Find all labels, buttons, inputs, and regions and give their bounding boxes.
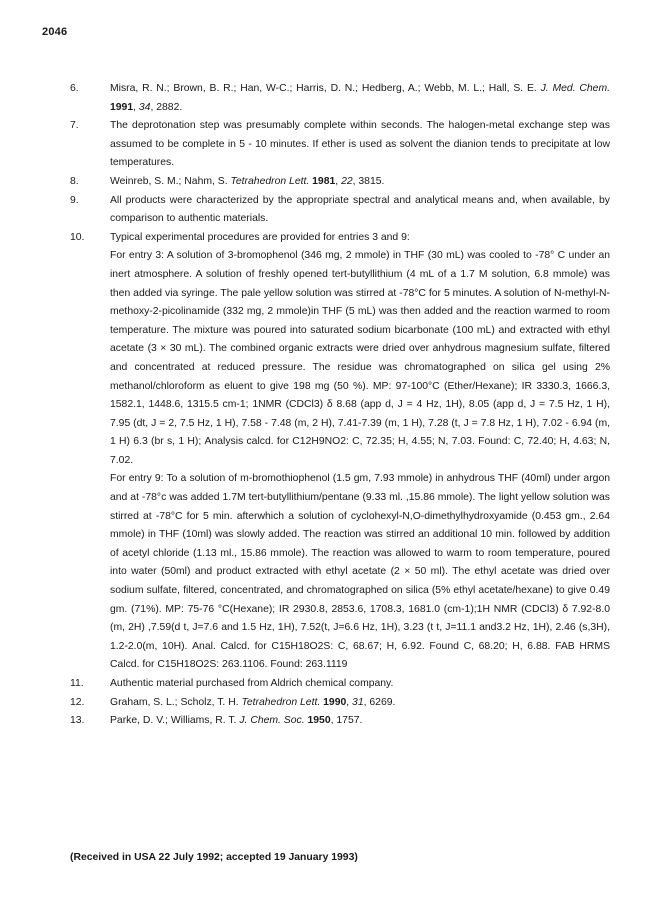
reference-number: 10. — [70, 231, 85, 243]
reference-9 — [70, 192, 610, 229]
reference-text: The deprotonation step was presumably complete within seconds. The halogen-metal exchange step was assumed to be complete in 5 - 10 minutes. If ether is used as solvent the dianion tends to precipitate at low temperatures. — [110, 120, 610, 169]
reference-authors: Parke, D. V.; Williams, R. T. — [110, 715, 237, 727]
reference-7 — [70, 117, 610, 173]
reference-pages: , 3815. — [352, 175, 385, 187]
reference-citation: Misra, R. N.; Brown, B. R.; Han, W-C.; Harris, D. N.; Hedberg, A.; Webb, M. L.; Hall, S. E. J. Med. Chem. 1991, 34, 2882. — [110, 83, 611, 113]
reference-journal: J. Med. Chem. — [540, 83, 611, 94]
reference-journal: Tetrahedron Lett. — [241, 696, 321, 708]
received-note: (Received in USA 22 July 1992; accepted 19 January 1993) — [70, 852, 358, 863]
reference-year: 1981 — [312, 175, 336, 187]
reference-13 — [70, 712, 610, 731]
reference-number: 13. — [70, 715, 85, 727]
experimental-entry-9: For entry 9: To a solution of m-bromothiophenol (1.5 gm, 7.93 mmole) in anhydrous THF (40ml) under argon and at -78°c was added 1.7M tert-butyllithium/pentane (9.33 ml. ,15.86 mmole). The light yellow solution was stirred at -78°C for 5 min. afterwhich a solution of cyclohexyl-N,O-dimethylhydroxyamide (0.453 gm., 2.64 mmole) in THF (10ml) was slowly added. The reaction was stirred an additional 10 min. followed by addition of acetyl chloride (1.13 ml., 15.86 mmole). The reaction was allowed to warm to room temperature, poured into water (50ml) and product extracted with ethyl acetate (2 × 50 ml). The ethyl acetate was dried over sodium sulfate, filtered, concentrated, and chromatographed on silica (5% ethyl acetate/hexane) to give 0.49 gm. (71%). MP: 75-76 °C(Hexane); IR 2930.8, 2853.6, 1708.3, 1681.0 (cm-1);1H NMR (CDCl3) δ 7.92-8.0 (m, 2H) ,7.59(d t, J=7.6 and 1.5 Hz, 1H), 7.52(t, J=6.6 Hz, 1H), 3.23 (t t, J=11.1 and3.2 Hz, 1H), 2.46 (s,3H), 1.2-2.0(m, 10H). Anal. Calcd. for C15H18O2S: C, 68.67; H, 6.92. Found C, 68.20; H, 6.88. FAB HRMS Calcd. for C15H18O2S: 263.1106. Found: 263.1119 — [110, 473, 610, 671]
reference-list — [70, 80, 610, 731]
experimental-entry-3: For entry 3: A solution of 3-bromophenol (346 mg, 2 mmole) in THF (30 mL) was cooled to -78° C under an inert atmosphere. A solution of freshly opened tert-butyllithium (4 mL of a 1.7 M solution, 6.8 mmole) was then added via syringe. The pale yellow solution was stirred at -78°C for 5 minutes. A solution of N-methyl-N-methoxy-2-picolinamide (332 mg, 2 mmole)in THF (5 mL) was then added and the reaction warmed to room temperature. The mixture was poured into saturated sodium bicarbonate (100 mL) and extracted with ethyl acetate (3 × 30 mL). The combined organic extracts were dried over anhydrous magnesium sulfate, filtered and concentrated at reduced pressure. The residue was chromatographed on silica gel using 2% methanol/chloroform as eluent to give 198 mg (50 %). MP: 97-100°C (Ether/Hexane); IR 3330.3, 1666.3, 1582.1, 1448.6, 1315.5 cm-1; 1NMR (CDCl3) δ 8.68 (app d, J = 4 Hz, 1H), 8.05 (app d, J = 7.5 Hz, 1 H), 7.95 (dt, J = 2, 7.5 Hz, 1 H), 7.58 - 7.48 (m, 2 H), 7.41-7.39 (m, 1 H), 7.28 (t, J = 7.8 Hz, 1 H), 7.02 - 6.94 (m, 1 H) 6.3 (br s, 1 H); Analysis calcd. for C12H9NO2: C, 72.35; H, 4.55; N, 7.03. Found: C, 72.40; H, 4.63; N, 7.02. — [110, 250, 610, 466]
reference-11 — [70, 675, 610, 694]
page-number: 2046 — [42, 26, 68, 38]
reference-intro: Typical experimental procedures are provided for entries 3 and 9: — [110, 231, 410, 243]
reference-authors: Weinreb, S. M.; Nahm, S. — [110, 175, 228, 187]
reference-10 — [70, 229, 610, 675]
reference-pages: , 1757. — [330, 715, 363, 727]
reference-pages: , 2882. — [150, 101, 183, 113]
reference-number: 12. — [70, 696, 85, 708]
reference-volume: 34 — [138, 101, 151, 113]
reference-citation: Weinreb, S. M.; Nahm, S. Tetrahedron Lett. 1981, 22, 3815. — [110, 175, 385, 187]
reference-text: Authentic material purchased from Aldrich chemical company. — [110, 678, 394, 689]
reference-6 — [70, 80, 610, 117]
reference-12 — [70, 694, 610, 713]
reference-authors: Misra, R. N.; Brown, B. R.; Han, W-C.; Harris, D. N.; Hedberg, A.; Webb, M. L.; Hall, S. E. — [110, 83, 537, 94]
reference-number: 11. — [70, 678, 84, 689]
reference-pages: , 6269. — [363, 696, 396, 708]
reference-number: 8. — [70, 175, 79, 187]
reference-8 — [70, 173, 610, 192]
reference-volume: 22 — [341, 175, 353, 187]
reference-number: 7. — [70, 120, 79, 132]
reference-journal: J. Chem. Soc. — [239, 715, 305, 727]
reference-authors: Graham, S. L.; Scholz, T. H. — [110, 696, 239, 708]
reference-volume: 31 — [352, 696, 364, 708]
reference-journal: Tetrahedron Lett. — [230, 175, 310, 187]
reference-text: All products were characterized by the appropriate spectral and analytical means and, when available, by comparison to authentic materials. — [110, 194, 610, 225]
reference-year: 1950 — [307, 715, 331, 727]
reference-number: 6. — [70, 83, 79, 94]
reference-year: 1990 — [323, 696, 347, 708]
reference-number: 9. — [70, 194, 79, 206]
reference-citation — [110, 712, 610, 731]
reference-year: 1991 — [110, 101, 134, 113]
reference-citation: Graham, S. L.; Scholz, T. H. Tetrahedron Lett. 1990, 31, 6269. — [110, 696, 396, 708]
